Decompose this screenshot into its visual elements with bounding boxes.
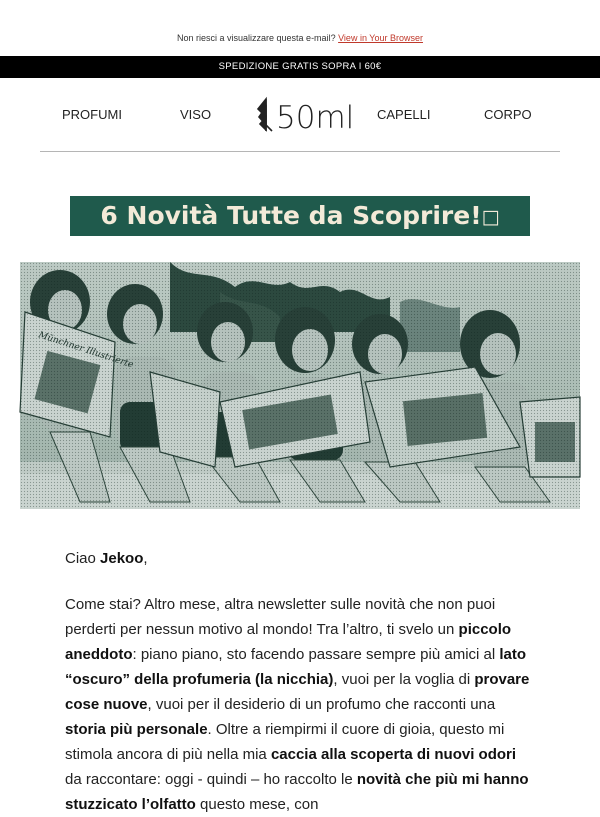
headline-text: 6 Novità Tutte da Scoprire! [100, 201, 482, 230]
brand-logo[interactable] [254, 97, 355, 136]
preheader [0, 33, 600, 43]
greeting: Ciao Jekoo, [65, 550, 148, 567]
headline-banner [70, 196, 530, 236]
nav-divider [40, 151, 560, 152]
shipping-banner-text: SPEDIZIONE GRATIS SOPRA I 60€ [218, 61, 382, 72]
newspaper-readers-photo-icon [20, 262, 580, 509]
logo-text: 50ml [276, 100, 355, 136]
hero-image[interactable] [20, 262, 580, 509]
main-nav [0, 95, 600, 137]
nav-item-capelli[interactable]: CAPELLI [377, 107, 431, 122]
nav-item-corpo[interactable]: CORPO [484, 107, 532, 122]
newsletter-body [65, 546, 535, 817]
preheader-text: Non riesci a visualizzare questa e-mail? [177, 33, 336, 43]
view-in-browser-link[interactable]: View in Your Browser [338, 33, 423, 43]
intro-paragraph: Come stai? Altro mese, altra newsletter sulle novità che non puoi perderti per nessun motivo al mondo! Tra l’altro, ti svelo un piccolo aneddoto: piano piano, sto facendo passare sempre più amici al lato “oscuro” della profumeria (la nicchia), vuoi per la voglia di provare cose nuove, vuoi per il desiderio di un profumo che racconti una storia più personale. Oltre a riempirmi il cuore di gioia, questo mi stimola ancora di più nella mia caccia alla scoperta di nuovi odori da raccontare: oggi - quindi – ho raccolto le novità che più mi hanno stuzzicato l’olfatto questo mese, con [65, 596, 530, 813]
greeting-name: Jekoo [100, 550, 144, 567]
shipping-banner [0, 56, 600, 78]
leaf-logo-icon [254, 97, 355, 136]
nav-item-viso[interactable]: VISO [180, 107, 212, 122]
headline-trailing-glyph: □ [481, 206, 500, 228]
nav-item-profumi[interactable]: PROFUMI [62, 107, 122, 122]
